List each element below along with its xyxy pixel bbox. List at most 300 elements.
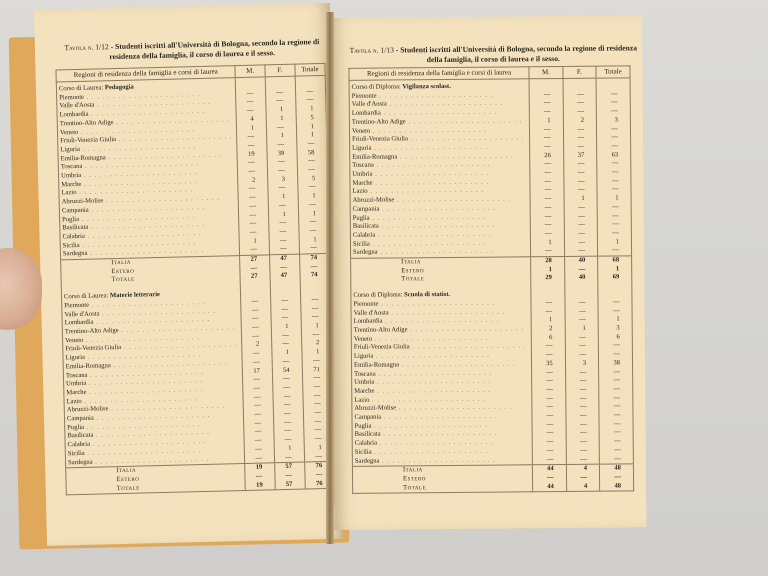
- value-t: —: [598, 342, 632, 351]
- value-f: —: [268, 184, 298, 193]
- value-m: —: [243, 375, 273, 384]
- value-f: —: [271, 331, 301, 340]
- value-t: —: [303, 409, 333, 418]
- total-m: 44: [533, 465, 567, 474]
- value-t: 1: [299, 236, 329, 245]
- leader-dots: . . . . . . . . . . . . . . . . . . . . . .: [379, 204, 496, 213]
- value-m: —: [237, 133, 267, 142]
- value-f: —: [565, 377, 599, 386]
- empty-cell: [598, 287, 632, 299]
- value-f: —: [271, 296, 301, 305]
- value-f: —: [565, 394, 599, 403]
- value-f: —: [565, 316, 599, 325]
- leader-dots: . . . . . . . . . . . . . . . . . . . . . .: [369, 239, 487, 248]
- total-f: 57: [275, 462, 305, 472]
- value-m: —: [531, 299, 565, 308]
- value-m: —: [236, 89, 266, 98]
- value-t: —: [304, 435, 334, 444]
- region-name: Abruzzi-Molise: [354, 404, 397, 413]
- value-f: —: [273, 383, 303, 392]
- value-m: 1: [531, 316, 565, 325]
- region-name: Toscana: [352, 161, 374, 170]
- value-t: 1: [296, 131, 326, 140]
- leader-dots: . . . . . . . . . . . . . . . . . . . . . .: [78, 125, 195, 136]
- right-page: [330, 15, 646, 530]
- section-prefix: Corso di Laurea:: [58, 84, 104, 93]
- value-t: —: [303, 391, 333, 400]
- value-m: —: [530, 169, 564, 178]
- section-prefix: Corso di Diploma:: [353, 291, 403, 299]
- value-t: —: [303, 418, 333, 427]
- leader-dots: . . . . . . . . . . . . . . . . . . . . . .: [83, 333, 200, 344]
- value-f: 3: [268, 175, 298, 184]
- value-t: —: [599, 446, 633, 455]
- leader-dots: . . . . . . . . . . . . . . . . . . . . . .: [99, 307, 217, 318]
- leader-dots: . . . . . . . . . . . . . . . . . . . . . .: [375, 230, 492, 239]
- total-t: —: [305, 471, 335, 480]
- value-f: 1: [266, 106, 296, 115]
- section-name: Pedagogia: [104, 83, 134, 92]
- value-m: —: [242, 323, 272, 332]
- value-m: —: [243, 402, 273, 411]
- region-name: Puglia: [354, 422, 372, 430]
- left-table-number: Tavola n. 1/12 -: [64, 42, 114, 53]
- total-m: 27: [240, 273, 270, 282]
- value-t: —: [599, 411, 633, 420]
- region-name: Basilicata: [352, 222, 379, 231]
- left-page: [34, 3, 343, 546]
- leader-dots: . . . . . . . . . . . . . . . . . . . . . .: [371, 421, 488, 430]
- value-t: 1: [598, 316, 632, 325]
- left-title-text: Studenti iscritti all'Università di Bologna, secondo la regione di residenza della famiglia, il corso di laurea e il sesso.: [109, 37, 320, 61]
- value-t: —: [301, 304, 331, 313]
- value-f: —: [563, 169, 597, 178]
- value-m: —: [530, 143, 564, 152]
- value-f: 1: [271, 323, 301, 332]
- section-prefix: Corso di Laurea:: [63, 292, 109, 301]
- leader-dots: . . . . . . . . . . . . . . . . . . . . . .: [386, 99, 504, 108]
- value-m: —: [242, 358, 272, 367]
- value-t: 1: [296, 105, 326, 114]
- total-m: 28: [531, 257, 565, 266]
- value-m: —: [530, 108, 564, 117]
- value-m: —: [244, 428, 274, 437]
- value-t: 58: [297, 149, 327, 158]
- region-name: Lazio: [61, 189, 77, 197]
- total-m: —: [533, 474, 567, 483]
- right-header-m: M.: [529, 66, 563, 78]
- value-t: —: [599, 385, 633, 394]
- value-f: —: [564, 230, 598, 239]
- region-name: Lombardia: [351, 109, 381, 117]
- total-label: Totale: [351, 275, 531, 285]
- value-m: —: [244, 410, 274, 419]
- region-name: Emilia-Romagna: [60, 153, 106, 163]
- total-m: —: [240, 264, 270, 273]
- value-f: 1: [267, 132, 297, 141]
- value-m: —: [530, 125, 564, 134]
- value-t: 38: [599, 359, 633, 368]
- region-name: Lombardia: [59, 110, 89, 119]
- region-name: Emilia-Romagna: [353, 361, 400, 369]
- value-m: —: [532, 395, 566, 404]
- region-name: Campania: [61, 206, 89, 215]
- left-page-title: [53, 37, 337, 63]
- value-f: —: [271, 305, 301, 314]
- leader-dots: . . . . . . . . . . . . . . . . . . . . . .: [88, 107, 206, 118]
- total-t: 74: [299, 253, 329, 263]
- value-f: —: [565, 368, 599, 377]
- leader-dots: . . . . . . . . . . . . . . . . . . . . . .: [115, 133, 233, 144]
- value-t: —: [599, 403, 633, 412]
- value-m: —: [531, 230, 565, 239]
- book-gutter: [326, 12, 334, 544]
- region-name: Sardegna: [354, 457, 380, 465]
- leader-dots: . . . . . . . . . . . . . . . . . . . . . .: [380, 429, 498, 438]
- region-name: Toscana: [354, 370, 376, 378]
- value-t: —: [597, 186, 631, 195]
- value-t: —: [597, 212, 631, 221]
- value-m: —: [532, 447, 566, 456]
- value-f: —: [274, 453, 304, 463]
- leader-dots: . . . . . . . . . . . . . . . . . . . . . .: [87, 368, 205, 379]
- value-m: —: [245, 445, 275, 454]
- value-m: 2: [238, 176, 268, 185]
- value-t: —: [304, 426, 334, 435]
- value-m: —: [242, 349, 272, 358]
- leader-dots: . . . . . . . . . . . . . . . . . . . . . .: [87, 247, 205, 258]
- value-t: —: [298, 218, 328, 227]
- value-f: —: [272, 340, 302, 349]
- total-label: Italia: [66, 464, 245, 478]
- value-f: 1: [564, 195, 598, 204]
- value-f: —: [273, 401, 303, 410]
- value-f: —: [266, 123, 296, 132]
- region-name: Campania: [352, 205, 380, 213]
- value-m: —: [530, 204, 564, 213]
- total-t: 76: [305, 479, 335, 489]
- region-name: Piemonte: [59, 93, 85, 102]
- leader-dots: . . . . . . . . . . . . . . . . . . . . . .: [118, 324, 236, 335]
- leader-dots: . . . . . . . . . . . . . . . . . . . . . .: [89, 438, 207, 448]
- left-header-region: Regioni di residenza della famiglia e corsi di laurea: [56, 66, 236, 82]
- leader-dots: . . . . . . . . . . . . . . . . . . . . . .: [84, 351, 202, 361]
- total-f: —: [275, 471, 305, 480]
- value-m: —: [238, 193, 268, 202]
- value-m: —: [238, 185, 268, 194]
- region-name: Marche: [66, 388, 87, 397]
- total-f: 40: [564, 256, 598, 265]
- value-m: —: [245, 454, 275, 464]
- value-t: —: [303, 400, 333, 409]
- value-m: 2: [242, 341, 272, 350]
- leader-dots: . . . . . . . . . . . . . . . . . . . . . .: [79, 142, 197, 153]
- empty-cell: [529, 78, 563, 90]
- value-f: 1: [274, 444, 304, 453]
- total-m: 29: [531, 274, 565, 283]
- total-label: Totale: [61, 274, 240, 287]
- empty-cell: [241, 285, 271, 297]
- leader-dots: . . . . . . . . . . . . . . . . . . . . . .: [388, 308, 506, 317]
- value-m: —: [530, 178, 564, 187]
- value-f: —: [266, 88, 296, 97]
- region-name: Liguria: [60, 145, 80, 154]
- value-t: —: [597, 160, 631, 169]
- region-name: Sardegna: [67, 458, 93, 466]
- region-name: Marche: [352, 179, 373, 187]
- region-name: Abruzzi-Molise: [61, 197, 104, 206]
- leader-dots: . . . . . . . . . . . . . . . . . . . . . .: [79, 238, 197, 249]
- value-m: —: [240, 246, 270, 256]
- value-t: —: [599, 394, 633, 403]
- leader-dots: . . . . . . . . . . . . . . . . . . . . . .: [374, 377, 491, 386]
- value-t: —: [599, 420, 633, 429]
- total-m: 1: [531, 266, 565, 275]
- value-t: 1: [302, 348, 332, 357]
- left-table-body: [56, 75, 335, 495]
- region-name: Veneto: [59, 128, 79, 136]
- region-name: Sardegna: [62, 250, 88, 258]
- value-t: 1: [301, 322, 331, 331]
- value-f: —: [564, 177, 598, 186]
- value-t: —: [597, 142, 631, 151]
- value-f: —: [273, 392, 303, 401]
- total-t: 68: [598, 256, 632, 265]
- total-f: 47: [270, 254, 300, 264]
- leader-dots: . . . . . . . . . . . . . . . . . . . . . .: [407, 134, 525, 143]
- value-f: —: [566, 412, 600, 421]
- value-t: —: [299, 244, 329, 254]
- total-f: 4: [566, 464, 600, 473]
- total-label: Estero: [352, 474, 532, 484]
- total-f: —: [564, 265, 598, 274]
- value-t: —: [597, 134, 631, 143]
- value-m: —: [239, 228, 269, 237]
- value-t: —: [598, 247, 632, 256]
- value-m: —: [241, 297, 271, 306]
- region-name: Valle d'Aosta: [64, 310, 100, 318]
- region-name: Valle d'Aosta: [351, 100, 387, 109]
- leader-dots: . . . . . . . . . . . . . . . . . . . . . .: [382, 316, 500, 325]
- value-t: —: [599, 350, 633, 359]
- value-m: —: [530, 134, 564, 143]
- value-t: —: [295, 96, 325, 105]
- value-t: —: [300, 296, 330, 305]
- region-name: Sicilia: [62, 241, 80, 250]
- value-f: —: [564, 247, 598, 256]
- leader-dots: . . . . . . . . . . . . . . . . . . . . . .: [121, 341, 238, 352]
- value-f: 3: [565, 359, 599, 368]
- value-m: —: [243, 393, 273, 402]
- region-name: Piemonte: [64, 301, 90, 310]
- total-m: 19: [245, 463, 275, 473]
- value-m: —: [241, 306, 271, 315]
- total-f: 4: [566, 482, 600, 491]
- region-name: Toscana: [65, 371, 88, 379]
- total-m: —: [245, 472, 275, 481]
- total-f: 47: [270, 272, 300, 281]
- leader-dots: . . . . . . . . . . . . . . . . . . . . . .: [372, 178, 490, 187]
- region-name: Marche: [354, 387, 375, 395]
- right-header-total: Totale: [596, 66, 630, 78]
- value-m: —: [531, 247, 565, 256]
- value-f: —: [563, 90, 597, 99]
- total-m: 19: [245, 481, 275, 491]
- value-m: —: [531, 308, 565, 317]
- region-name: Veneto: [353, 335, 373, 343]
- value-f: —: [566, 455, 600, 464]
- value-t: —: [597, 168, 631, 177]
- value-f: —: [566, 446, 600, 455]
- value-f: —: [564, 204, 598, 213]
- section-name: Vigilanza scolast.: [402, 82, 451, 91]
- empty-cell: [565, 287, 599, 299]
- leader-dots: . . . . . . . . . . . . . . . . . . . . . .: [399, 360, 516, 369]
- total-label: Italia: [352, 465, 532, 476]
- right-title-text: Studenti iscritti all'Università di Bologna, secondo la regione di residenza della famiglia, il corso di laurea e il sesso.: [400, 43, 638, 64]
- value-f: —: [565, 299, 599, 308]
- region-name: Marche: [61, 180, 82, 189]
- value-f: —: [267, 158, 297, 167]
- region-name: Abruzzi-Molise: [352, 196, 395, 204]
- value-m: —: [238, 159, 268, 168]
- value-f: —: [565, 351, 599, 360]
- leader-dots: . . . . . . . . . . . . . . . . . . . . . .: [397, 152, 514, 161]
- value-m: —: [530, 186, 564, 195]
- value-t: 1: [598, 238, 632, 247]
- value-t: 5: [296, 114, 326, 123]
- value-t: 1: [296, 122, 326, 131]
- left-header-m: M.: [235, 65, 265, 78]
- value-f: —: [563, 134, 597, 143]
- value-m: —: [529, 99, 563, 108]
- total-label: Totale: [353, 483, 533, 494]
- region-name: Emilia-Romagna: [65, 362, 111, 371]
- leader-dots: . . . . . . . . . . . . . . . . . . . . . .: [110, 359, 228, 370]
- value-t: —: [596, 90, 630, 99]
- value-f: 1: [266, 114, 296, 123]
- value-f: —: [267, 167, 297, 176]
- value-m: —: [532, 342, 566, 351]
- region-name: Emilia-Romagna: [352, 153, 398, 161]
- value-m: —: [244, 419, 274, 428]
- value-m: —: [532, 421, 566, 430]
- value-m: 1: [531, 239, 565, 248]
- value-f: —: [271, 314, 301, 323]
- empty-cell: [563, 78, 597, 90]
- value-t: —: [597, 203, 631, 212]
- leader-dots: . . . . . . . . . . . . . . . . . . . . . .: [371, 143, 489, 152]
- empty-cell: [270, 285, 300, 297]
- value-m: 1: [530, 117, 564, 126]
- value-m: 35: [532, 360, 566, 369]
- leader-dots: . . . . . . . . . . . . . . . . . . . . . .: [374, 386, 491, 395]
- region-name: Toscana: [60, 163, 83, 171]
- value-f: 1: [565, 325, 599, 334]
- value-f: 1: [272, 349, 302, 358]
- value-f: —: [564, 186, 598, 195]
- value-f: —: [273, 410, 303, 419]
- region-name: Veneto: [351, 127, 371, 135]
- region-name: Umbria: [354, 378, 375, 387]
- value-t: 2: [301, 339, 331, 348]
- value-t: —: [598, 307, 632, 316]
- leader-dots: . . . . . . . . . . . . . . . . . . . . . .: [377, 438, 494, 447]
- leader-dots: . . . . . . . . . . . . . . . . . . . . . .: [103, 194, 221, 205]
- value-t: 1: [298, 192, 328, 201]
- value-t: —: [599, 377, 633, 386]
- value-f: —: [566, 438, 600, 447]
- region-name: Piemonte: [351, 92, 377, 100]
- value-f: —: [564, 212, 598, 221]
- value-t: 71: [302, 365, 332, 374]
- region-name: Calabria: [67, 440, 91, 449]
- leader-dots: . . . . . . . . . . . . . . . . . . . . . .: [105, 151, 223, 161]
- leader-dots: . . . . . . . . . . . . . . . . . . . . . .: [82, 160, 199, 171]
- value-m: 19: [237, 150, 267, 159]
- region-name: Liguria: [65, 353, 86, 362]
- region-name: Abruzzi-Molise: [66, 405, 109, 414]
- value-f: —: [268, 201, 298, 210]
- right-table-body: [349, 78, 634, 494]
- value-m: 2: [531, 325, 565, 334]
- value-m: —: [243, 384, 273, 393]
- leader-dots: . . . . . . . . . . . . . . . . . . . . . .: [78, 212, 196, 223]
- total-t: 74: [300, 271, 330, 280]
- value-m: —: [530, 195, 564, 204]
- region-name: Friuli-Venezia Giulia: [60, 136, 117, 145]
- leader-dots: . . . . . . . . . . . . . . . . . . . . . .: [94, 99, 212, 109]
- region-name: Umbria: [66, 380, 87, 388]
- value-f: —: [564, 221, 598, 230]
- total-label: Estero: [66, 473, 245, 486]
- value-t: 1: [304, 444, 334, 453]
- value-f: 1: [269, 210, 299, 219]
- value-m: —: [241, 315, 271, 324]
- leader-dots: . . . . . . . . . . . . . . . . . . . . . .: [373, 351, 490, 360]
- value-t: 63: [597, 151, 631, 160]
- leader-dots: . . . . . . . . . . . . . . . . . . . . . .: [81, 394, 199, 405]
- value-t: —: [597, 177, 631, 186]
- region-name: Trentino-Alto Adige: [59, 118, 114, 128]
- value-f: —: [274, 427, 304, 436]
- region-name: Lombardia: [353, 317, 383, 326]
- total-t: 48: [600, 464, 634, 473]
- value-f: —: [563, 99, 597, 108]
- region-name: Trentino-Alto Adige: [351, 118, 406, 126]
- total-m: 44: [533, 483, 567, 492]
- total-f: 40: [564, 274, 598, 283]
- value-t: —: [295, 88, 325, 97]
- value-m: —: [532, 386, 566, 395]
- region-name: Puglia: [67, 423, 85, 432]
- value-f: 2: [563, 116, 597, 125]
- value-m: 4: [236, 115, 266, 124]
- value-m: 17: [243, 367, 273, 376]
- value-m: —: [532, 377, 566, 386]
- leader-dots: . . . . . . . . . . . . . . . . . . . . . .: [88, 203, 206, 214]
- value-m: —: [238, 167, 268, 176]
- leader-dots: . . . . . . . . . . . . . . . . . . . . . .: [81, 169, 198, 179]
- total-label: Estero: [351, 266, 531, 276]
- value-t: —: [301, 313, 331, 322]
- total-t: —: [600, 473, 634, 482]
- leader-dots: . . . . . . . . . . . . . . . . . . . . . .: [86, 385, 204, 396]
- value-f: 37: [563, 151, 597, 160]
- region-name: Sicilia: [67, 449, 85, 458]
- leader-dots: . . . . . . . . . . . . . . . . . . . . . .: [378, 299, 495, 308]
- region-name: Umbria: [352, 170, 373, 178]
